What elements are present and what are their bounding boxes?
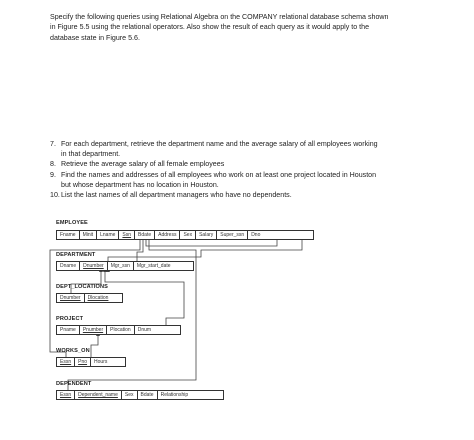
employee-attr-salary: Salary bbox=[196, 231, 217, 239]
works-on-attr-hours: Hours bbox=[94, 359, 108, 365]
project-attr-pname: Pname bbox=[57, 326, 80, 334]
employee-attr-address: Address bbox=[155, 231, 180, 239]
query-text: List the last names of all department managers who have no dependents. bbox=[61, 191, 292, 200]
query-number: 9. bbox=[50, 170, 56, 179]
department-attr-mgr-start-date: Mgr_start_date bbox=[136, 263, 171, 269]
employee-attr-lname: Lname bbox=[97, 231, 119, 239]
department-attr-dnumber: Dnumber bbox=[80, 262, 108, 270]
department-attr-dname: Dname bbox=[57, 262, 80, 270]
employee-attr-super-ssn: Super_ssn bbox=[217, 231, 248, 239]
dependent-relation bbox=[56, 390, 224, 400]
assignment-intro: Specify the following queries using Relational Algebra on the COMPANY relational database schema shown in Figure 5.5 using the relational operators. Also show the result of each query as it would apply to the database state in Figure 5.6. bbox=[50, 13, 389, 42]
project-attr-plocation: Plocation bbox=[107, 326, 135, 334]
works-on-relation bbox=[56, 357, 126, 367]
dept-locations-relation bbox=[56, 293, 123, 303]
query-text: Find the names and addresses of all employees who work on at least one project located in Houston but whose department has no location in Houston. bbox=[61, 170, 377, 189]
dependent-attr-dependent-name: Dependent_name bbox=[75, 391, 122, 399]
department-relation bbox=[56, 261, 194, 271]
employee-attr-sex: Sex bbox=[180, 231, 196, 239]
dependent-attr-essn: Essn bbox=[57, 391, 75, 399]
dept-locations-attr-dlocation: Dlocation bbox=[87, 295, 109, 301]
employee-title: EMPLOYEE bbox=[56, 220, 88, 226]
employee-attr-ssn: Ssn bbox=[119, 231, 135, 239]
project-title: PROJECT bbox=[56, 316, 84, 322]
query-text: For each department, retrieve the department name and the average salary of all employees working in that department. bbox=[61, 140, 378, 159]
dependent-attr-sex: Sex bbox=[122, 391, 138, 399]
project-attr-dnum: Dnum bbox=[137, 327, 152, 333]
dept-locations-attr-dnumber: Dnumber bbox=[57, 294, 85, 302]
query-number: 8. bbox=[50, 160, 56, 169]
project-attr-pnumber: Pnumber bbox=[80, 326, 107, 334]
department-attr-mgr-ssn: Mgr_ssn bbox=[108, 262, 134, 270]
query-text: Retrieve the average salary of all female employees bbox=[61, 160, 225, 169]
fk-line-super-ssn bbox=[146, 240, 277, 246]
fk-line-pno bbox=[91, 335, 98, 357]
query-number: 7. bbox=[50, 140, 56, 148]
employee-attr-dno: Dno bbox=[251, 232, 261, 238]
dependent-attr-relationship: Relationship bbox=[160, 392, 189, 398]
dependent-title: DEPENDENT bbox=[56, 381, 92, 387]
employee-attr-bdate: Bdate bbox=[135, 231, 155, 239]
dept-locations-title: DEPT_LOCATIONS bbox=[56, 284, 108, 290]
employee-attr-minit: Minit bbox=[80, 231, 98, 239]
employee-attr-fname: Fname bbox=[57, 231, 80, 239]
query-number: 10. bbox=[50, 191, 60, 200]
works-on-attr-essn: Essn bbox=[57, 358, 75, 366]
department-title: DEPARTMENT bbox=[56, 252, 96, 258]
employee-relation bbox=[56, 230, 314, 240]
works-on-attr-pno: Pno bbox=[75, 358, 91, 366]
dependent-attr-bdate: Bdate bbox=[138, 391, 158, 399]
works-on-title: WORKS_ON bbox=[56, 348, 90, 354]
project-relation bbox=[56, 325, 181, 335]
